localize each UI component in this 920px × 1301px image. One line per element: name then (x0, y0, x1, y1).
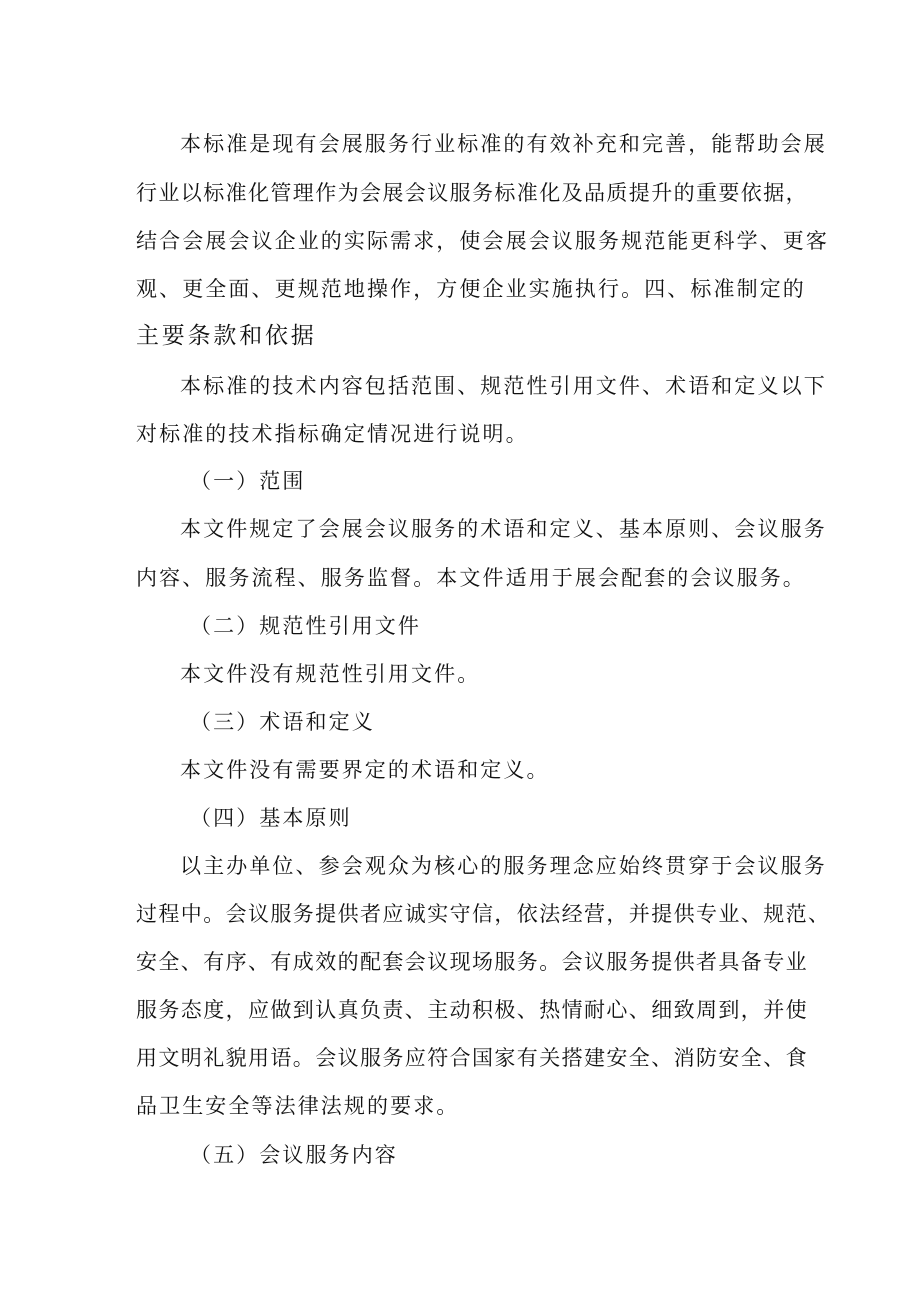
subheading-scope: （一）范围 (190, 469, 306, 493)
basic-principles-line-6: 品卫生安全等法律法规的要求。 (136, 1094, 460, 1118)
scope-line-2: 内容、服务流程、服务监督。本文件适用于展会配套的会议服务。 (136, 566, 806, 590)
paragraph-1-line-2: 行业以标准化管理作为会展会议服务标准化及品质提升的重要依据， (136, 181, 808, 205)
basic-principles-line-3: 安全、有序、有成效的配套会议现场服务。会议服务提供者具备专业 (136, 950, 808, 974)
paragraph-1-line-3: 结合会展会议企业的实际需求，使会展会议服务规范能更科学、更客 (136, 229, 829, 253)
subheading-basic-principles: （四）基本原则 (190, 806, 352, 830)
paragraph-2-line-2: 对标准的技术指标确定情况进行说明。 (136, 422, 529, 446)
basic-principles-line-2: 过程中。会议服务提供者应诚实守信，依法经营，并提供专业、规范、 (136, 902, 831, 926)
scope-line-1: 本文件规定了会展会议服务的术语和定义、基本原则、会议服务 (180, 517, 827, 541)
normative-references-text: 本文件没有规范性引用文件。 (180, 662, 481, 686)
basic-principles-line-1: 以主办单位、参会观众为核心的服务理念应始终贯穿于会议服务 (180, 854, 827, 878)
section-heading-line: 主要条款和依据 (136, 323, 317, 349)
terms-definitions-text: 本文件没有需要界定的术语和定义。 (180, 758, 550, 782)
paragraph-1-line-4: 观、更全面、更规范地操作，方便企业实施执行。四、标准制定的 (136, 277, 806, 301)
basic-principles-line-4: 服务态度，应做到认真负责、主动积极、热情耐心、细致周到，并使 (136, 998, 808, 1022)
subheading-meeting-service-content: （五）会议服务内容 (190, 1143, 398, 1167)
basic-principles-line-5: 用文明礼貌用语。会议服务应符合国家有关搭建安全、消防安全、食 (136, 1046, 808, 1070)
paragraph-2-line-1: 本标准的技术内容包括范围、规范性引用文件、术语和定义以下 (180, 374, 827, 398)
paragraph-1-line-1: 本标准是现有会展服务行业标准的有效补充和完善，能帮助会展 (180, 132, 827, 156)
subheading-terms-definitions: （三）术语和定义 (190, 710, 375, 734)
subheading-normative-references: （二）规范性引用文件 (190, 614, 421, 638)
